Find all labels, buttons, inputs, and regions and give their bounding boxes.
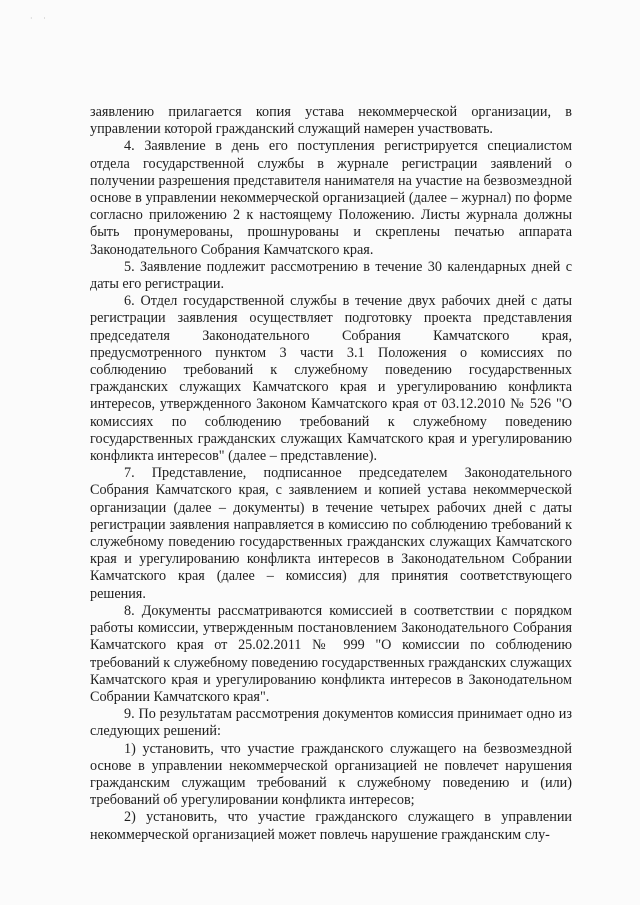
scan-mark: · · <box>30 14 50 23</box>
paragraph-5: 5. Заявление подлежит рассмотрению в течение 30 календарных дней с даты его регистрации. <box>90 258 572 293</box>
paragraph-9-item-1: 1) установить, что участие гражданского служащего на безвозмездной основе в управлении некоммерческой организацией не повлечет нарушения гражданским служащим требований к служебному поведению и (или) требований об урегулировании конфликта интересов; <box>90 740 572 809</box>
paragraph-6: 6. Отдел государственной службы в течение двух рабочих дней с даты регистрации заявления осуществляет подготовку проекта представления председателя Законодательного Собрания Камчатского края, предусмотренного пунктом 3 части 3.1 Положения о комиссиях по соблюдению требований к служебному поведению государственных гражданских служащих Камчатского края и урегулированию конфликта интересов, утвержденного Законом Камчатского края от 03.12.2010 № 526 "О комиссиях по соблюдению требований к служебному поведению государственных гражданских служащих Камчатского края и урегулированию конфликта интересов" (далее – представление). <box>90 293 572 465</box>
paragraph-4: 4. Заявление в день его поступления регистрируется специалистом отдела государственной службы в журнале регистрации заявлений о получении разрешения представителя нанимателя на участие на безвозмездной основе в управлении некоммерческой организацией (далее – журнал) по форме согласно приложению 2 к настоящему Положению. Листы журнала должны быть пронумерованы, прошнурованы и скреплены печатью аппарата Законодательного Собрания Камчатского края. <box>90 138 572 258</box>
paragraph-continuation: заявлению прилагается копия устава некоммерческой организации, в управлении которой гражданский служащий намерен участвовать. <box>90 104 572 138</box>
paragraph-7: 7. Представление, подписанное председателем Законодательного Собрания Камчатского края, с заявлением и копией устава некоммерческой организации (далее – документы) в течение четырех рабочих дней с даты регистрации заявления направляется в комиссию по соблюдению требований к служебному поведению государственных гражданских служащих Камчатского края и урегулированию конфликта интересов в Законодательном Собрании Камчатского края (далее – комиссия) для принятия соответствующего решения. <box>90 465 572 602</box>
paragraph-9-item-2: 2) установить, что участие гражданского служащего в управлении некоммерческой организацией может повлечь нарушение гражданским слу- <box>90 809 572 843</box>
document-body <box>90 104 572 844</box>
paragraph-8: 8. Документы рассматриваются комиссией в соответствии с порядком работы комиссии, утвержденным постановлением Законодательного Собрания Камчатского края от 25.02.2011 № 999 "О комиссии по соблюдению требований к служебному поведению государственных гражданских служащих Камчатского края и урегулированию конфликта интересов в Законодательном Собрании Камчатского края". <box>90 602 572 705</box>
paragraph-9: 9. По результатам рассмотрения документов комиссия принимает одно из следующих решений: <box>90 706 572 740</box>
